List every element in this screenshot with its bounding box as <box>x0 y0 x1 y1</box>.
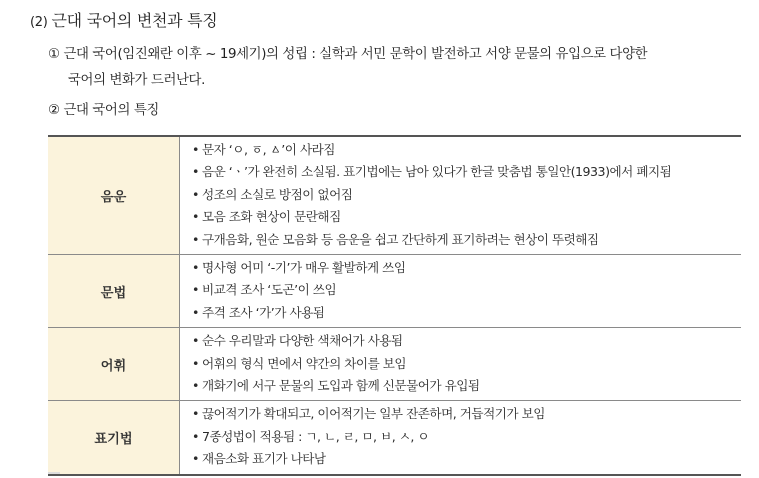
category-cell: 문법 <box>48 255 180 328</box>
bullet-item: • 모음 조화 현상이 문란해짐 <box>192 209 341 225</box>
item-1-line-1: ① 근대 국어(임진왜란 이후 ~ 19세기)의 성립 : 실학과 서민 문학이 발전하고 서양 문물의 유입으로 다양한 <box>48 47 648 62</box>
section-heading <box>30 8 217 31</box>
item-2-heading: ② 근대 국어의 특징 <box>48 103 159 118</box>
bullet-item: • 음운 ‘ㆍ’가 완전히 소실됨. 표기법에는 남아 있다가 한글 맞춤법 통일안(1933)에서 폐지됨 <box>192 164 672 180</box>
description-cell <box>180 401 742 475</box>
bullet-item: • 주격 조사 ‘가’가 사용됨 <box>192 304 325 320</box>
item-1-line-2: 국어의 변화가 드러난다. <box>68 73 205 88</box>
description-cell <box>180 328 742 401</box>
table-row-grammar <box>48 255 741 328</box>
bullet-item: • 7종성법이 적용됨 : ㄱ, ㄴ, ㄹ, ㅁ, ㅂ, ㅅ, ㅇ <box>192 428 430 444</box>
description-cell <box>180 136 742 255</box>
bullet-item: • 개화기에 서구 문물의 도입과 함께 신문물어가 유입됨 <box>192 378 480 394</box>
category-cell: 어휘 <box>48 328 180 401</box>
table-row-phonology <box>48 136 741 255</box>
bullet-item: • 성조의 소실로 방점이 없어짐 <box>192 186 353 202</box>
bullet-item: • 명사형 어미 ‘-기’가 매우 활발하게 쓰임 <box>192 260 406 276</box>
bullet-item: • 비교격 조사 ‘도곤’이 쓰임 <box>192 282 337 298</box>
table-row-vocabulary <box>48 328 741 401</box>
bullet-item: • 순수 우리말과 다양한 색채어가 사용됨 <box>192 333 403 349</box>
category-cell: 표기법 <box>48 401 180 475</box>
section-number: (2) <box>30 15 48 30</box>
section-title: 근대 국어의 변천과 특징 <box>51 11 218 30</box>
item-1-paragraph <box>48 42 740 94</box>
bullet-item: • 끊어적기가 확대되고, 이어적기는 일부 잔존하며, 거듭적기가 보임 <box>192 406 545 422</box>
bullet-item: • 재음소화 표기가 나타남 <box>192 451 326 467</box>
features-table <box>48 135 741 476</box>
bullet-item: • 어휘의 형식 면에서 약간의 차이를 보임 <box>192 355 407 371</box>
bullet-item: • 구개음화, 원순 모음화 등 음운을 쉽고 간단하게 표기하려는 현상이 뚜렷해짐 <box>192 231 599 247</box>
description-cell <box>180 255 742 328</box>
category-cell: 음운 <box>48 136 180 255</box>
bullet-item: • 문자 ‘ㅇ, ㆆ, ㅿ’이 사라짐 <box>192 142 335 157</box>
page-edge-mark <box>48 472 60 474</box>
table-row-orthography <box>48 401 741 475</box>
